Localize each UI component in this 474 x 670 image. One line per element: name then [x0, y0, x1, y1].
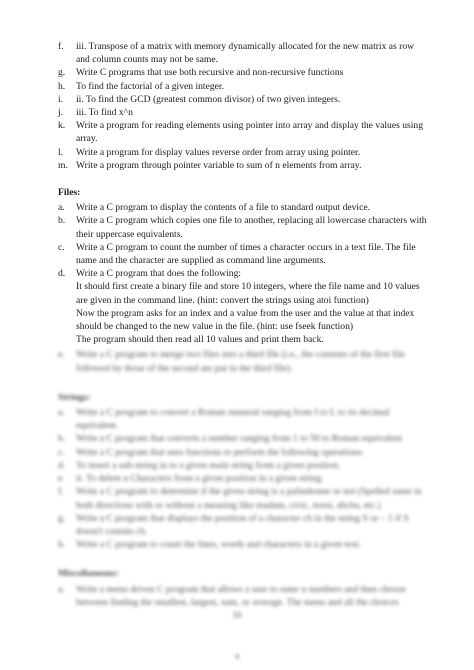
list-item-text: Write a C program to count the lines, words and characters in a given text. [76, 539, 362, 551]
list-item [58, 106, 428, 119]
list-item-line: The program should then read all 10 values and print them back. [76, 334, 324, 346]
list-item-text: ii. To delete n Characters from a given position in a given string. [76, 473, 324, 485]
list-item-letter: c. [58, 446, 65, 458]
list-item [58, 66, 428, 79]
list-item-text: Write a C program to determine if the given string is a palindrome or not (Spelled same in both directions with or without a meaning like madam, civic, noon, abcba, etc.) [76, 486, 422, 511]
files-section-title: Files: [58, 187, 81, 199]
page-number: 10 [232, 610, 242, 620]
list-item [58, 472, 428, 485]
list-item [58, 406, 428, 432]
list-item [58, 119, 428, 145]
list-item-letter: g. [58, 512, 66, 524]
list-item [58, 485, 428, 511]
page-number-footer: 4 [235, 652, 239, 661]
list-item-line: Write a C program that does the following: [76, 268, 242, 280]
list-item-text: Write a C program that displays the position of a character ch in the string S or – 1 if S doesn't contain ch. [76, 512, 409, 537]
misc-exercise-list [58, 583, 428, 609]
files-exercise-list [58, 201, 428, 267]
list-item-text: Write a program for reading elements using pointer into array and display the values using array. [76, 120, 424, 145]
list-item-text: iii. To find x^n [76, 107, 133, 119]
list-item-letter: h. [58, 539, 66, 551]
list-item-letter: f. [58, 486, 64, 498]
list-item-letter: a. [58, 583, 65, 595]
list-item [58, 93, 428, 106]
list-item-text: Write a C program which copies one file to another, replacing all lowercase characters with their uppercase equivalents. [76, 215, 427, 240]
list-item-letter: b. [58, 215, 66, 227]
list-item-letter: d. [58, 268, 66, 280]
list-item-text: To find the factorial of a given integer. [76, 80, 224, 92]
list-item-letter: m. [58, 159, 68, 171]
list-item [58, 348, 428, 374]
list-item [58, 241, 428, 267]
list-item-text: Write a C program that uses functions to perform the following operations: [76, 446, 364, 458]
list-item [58, 446, 428, 459]
list-item [58, 459, 428, 472]
page-content [58, 40, 428, 609]
list-item-letter: f. [58, 41, 64, 52]
list-item [58, 146, 428, 159]
list-item-text: To insert a sub-string in to a given main string from a given position. [76, 459, 341, 471]
list-item-letter: k. [58, 120, 66, 132]
list-item-text: Write a C program to count the number of times a character occurs in a text file. The file name and the character are supplied as command line arguments. [76, 241, 416, 267]
misc-section-title: Miscellaneous: [58, 568, 119, 580]
list-item-text: Write a C program to merge two files into a third file (i.e., the contents of the first file followed by those of the second are put in the third file). [76, 349, 405, 374]
list-item-text: iii. Transpose of a matrix with memory dynamically allocated for the new matrix as row and column counts may not be same. [76, 41, 415, 66]
list-item [58, 40, 428, 66]
list-item [58, 583, 428, 609]
list-item-letter: j. [58, 107, 64, 119]
exercise-list-top [58, 40, 428, 172]
list-item-text: Write a C program to display the contents of a file to standard output device. [76, 202, 371, 214]
list-item-text: Write a C program that converts a number ranging from 1 to 50 to Roman equivalent [76, 433, 402, 445]
list-item [58, 159, 428, 172]
list-item-letter: i. [58, 93, 64, 105]
list-item-text [76, 267, 428, 346]
list-item-text: ii. To find the GCD (greatest common divisor) of two given integers. [76, 93, 341, 105]
blurred-preview-region [58, 348, 428, 608]
strings-exercise-list [58, 406, 428, 551]
list-item [58, 80, 428, 93]
list-item-letter: g. [58, 67, 66, 79]
list-item-line: Now the program asks for an index and a value from the user and the value at that index should be changed to the new value in the file. (hint: use fseek function) [76, 307, 415, 333]
list-item-text: Write C programs that use both recursive and non-recursive functions [76, 67, 344, 79]
list-item-letter: e. [58, 349, 65, 361]
list-item [58, 512, 428, 538]
list-item-letter: l. [58, 146, 64, 158]
list-item-text: Write a program for display values reverse order from array using pointer. [76, 146, 361, 158]
list-item-text: Write a program through pointer variable to sum of n elements from array. [76, 159, 362, 171]
list-item [58, 538, 428, 551]
list-item-text: Write a C program to convert a Roman numeral ranging from I to L to its decimal equivalent. [76, 407, 390, 432]
list-item [58, 201, 428, 214]
list-item-letter: a. [58, 202, 65, 214]
list-item-letter: e. [58, 473, 65, 485]
list-item-letter: h. [58, 80, 66, 92]
list-item-line: It should first create a binary file and store 10 integers, where the file name and 10 values are given in the command line. (hint: convert the strings using atoi function) [76, 281, 420, 306]
list-item [58, 432, 428, 445]
list-item-letter: d. [58, 459, 66, 471]
list-item-letter: a. [58, 407, 65, 419]
list-item-text: Write a menu driven C program that allows a user to enter n numbers and then choose between finding the smallest, largest, sum, or average. The menu and all the choices [76, 583, 406, 608]
list-item-letter: b. [58, 433, 66, 445]
list-item [58, 267, 428, 346]
strings-section-title: Strings: [58, 391, 91, 403]
list-item-letter: c. [58, 241, 65, 253]
list-item [58, 214, 428, 240]
